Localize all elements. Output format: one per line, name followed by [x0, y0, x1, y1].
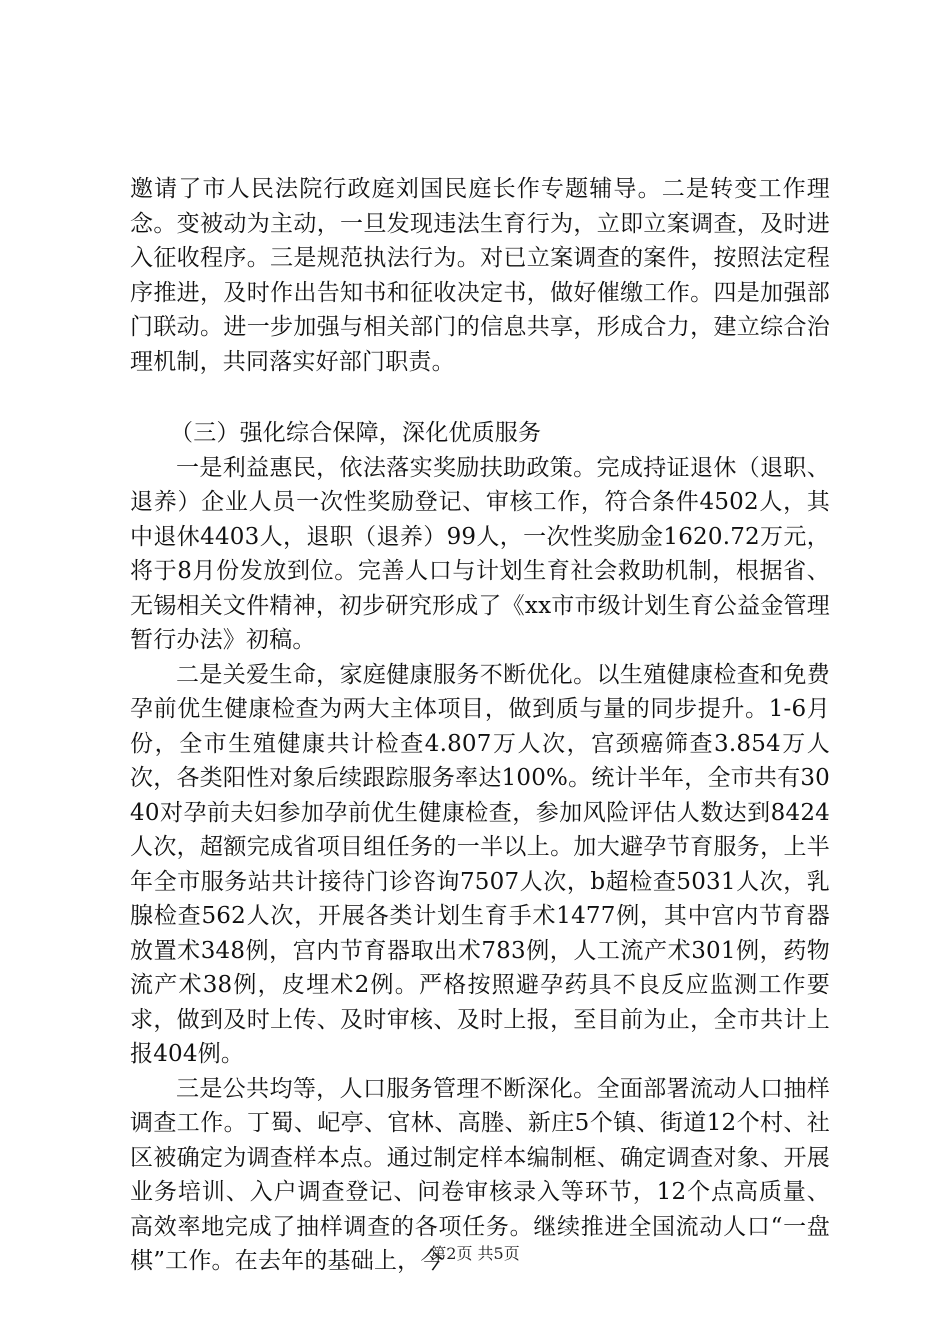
page-number-indicator: 第2页 共5页 — [430, 1244, 520, 1263]
paragraph-family-health-service: 二是关爱生命，家庭健康服务不断优化。以生殖健康检查和免费孕前优生健康检查为两大主体项目，做到质与量的同步提升。1-6月份，全市生殖健康共计检查4.807万人次，宫颈癌筛查3.854万人次，各类阳性对象后续跟踪服务率达100%。统计半年，全市共有3040对孕前夫妇参加孕前优生健康检查，参加风险评估人数达到8424人次，超额完成省项目组任务的一半以上。加大避孕节育服务，上半年全市服务站共计接待门诊咨询7507人次，b超检查5031人次，乳腺检查562人次，开展各类计划生育手术1477例，其中宫内节育器放置术348例，宫内节育器取出术783例，人工流产术301例，药物流产术38例，皮埋术2例。严格按照避孕药具不良反应监测工作要求，做到及时上传、及时审核、及时上报，至目前为止，全市共计上报404例。 — [130, 661, 830, 1067]
section-heading-three: （三）强化综合保障，深化优质服务 — [170, 420, 542, 446]
page-footer — [0, 1244, 950, 1264]
paragraph-population-service-management: 三是公共均等，人口服务管理不断深化。全面部署流动人口抽样调查工作。丁蜀、屺亭、官林、高塍、新庄5个镇、街道12个村、社区被确定为调查样本点。通过制定样本编制框、确定调查对象、开展业务培训、入户调查登记、问卷审核录入等环节，12个点高质量、高效率地完成了抽样调查的各项任务。继续推进全国流动人口“一盘棋”工作。在去年的基础上，今 — [130, 1075, 830, 1274]
paragraph-legal-enforcement-continued: 邀请了市人民法院行政庭刘国民庭长作专题辅导。二是转变工作理念。变被动为主动，一旦发现违法生育行为，立即立案调查，及时进入征收程序。三是规范执法行为。对已立案调查的案件，按照法定程序推进，及时作出告知书和征收决定书，做好催缴工作。四是加强部门联动。进一步加强与相关部门的信息共享，形成合力，建立综合治理机制，共同落实好部门职责。 — [130, 176, 830, 375]
document-body — [130, 172, 830, 1279]
paragraph-reward-policy: 一是利益惠民，依法落实奖励扶助政策。完成持证退休（退职、退养）企业人员一次性奖励登记、审核工作，符合条件4502人，其中退休4403人，退职（退养）99人，一次性奖励金1620.72万元，将于8月份发放到位。完善人口与计划生育社会救助机制，根据省、无锡相关文件精神，初步研究形成了《xx市市级计划生育公益金管理暂行办法》初稿。 — [130, 454, 830, 653]
